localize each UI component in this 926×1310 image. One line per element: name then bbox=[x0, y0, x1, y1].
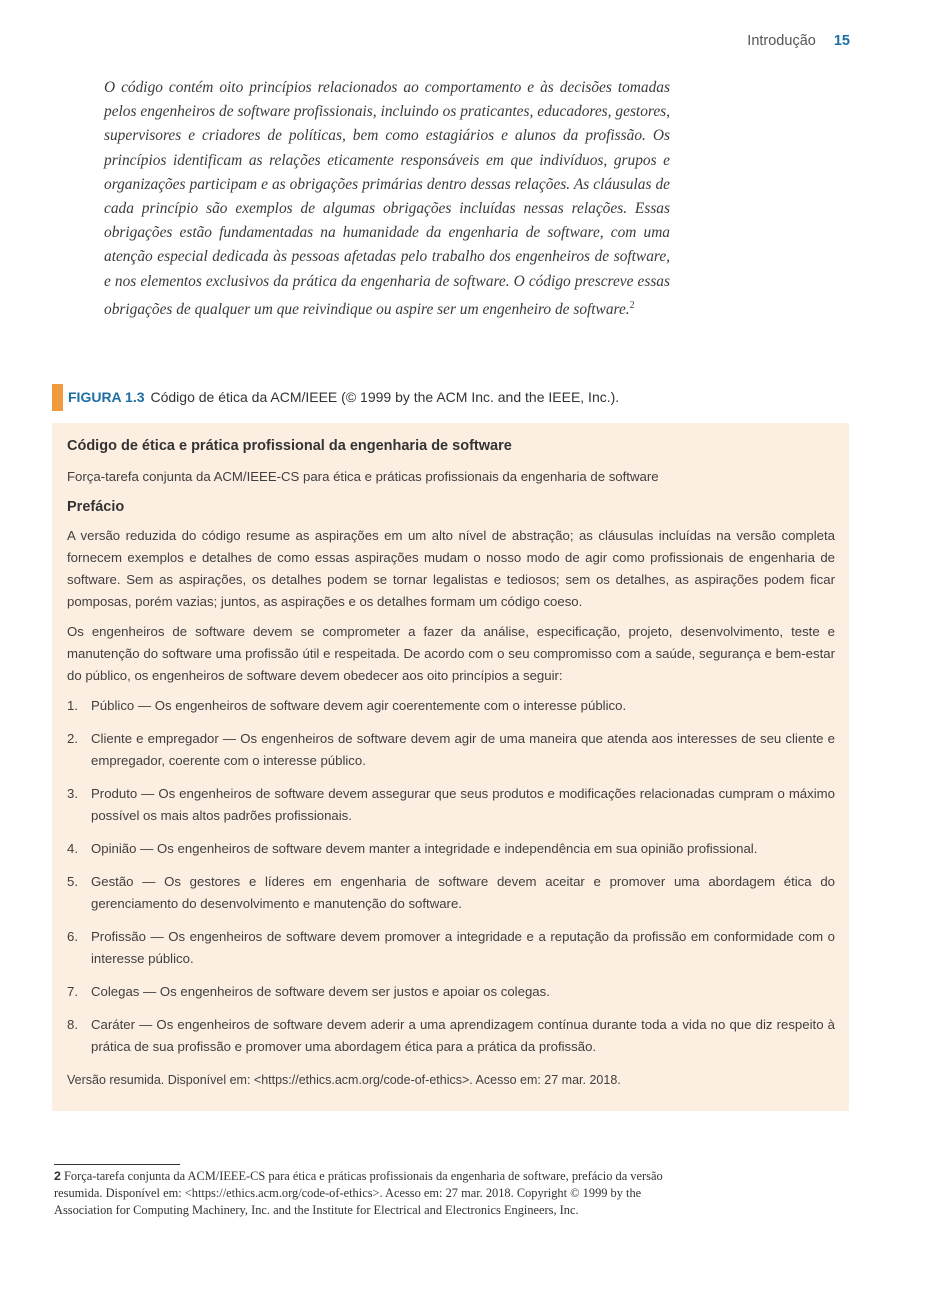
section-title: Introdução bbox=[747, 33, 816, 49]
list-item-number: 8. bbox=[67, 1017, 78, 1032]
list-item bbox=[67, 871, 835, 915]
preface-paragraph-1: A versão reduzida do código resume as aspirações em um alto nível de abstração; as cláusulas incluídas na versão completa fornecem exemplos e detalhes de como essas aspirações mudam o nosso modo de agir como profissionais de engenharia de software. Sem as aspirações, os detalhes podem se tornar legalistas e tediosos; sem os detalhes, as aspirações podem ficar pomposas, porém vazias; juntos, as aspirações e os detalhes formam um código coeso. bbox=[67, 528, 835, 609]
footnote bbox=[54, 1168, 674, 1219]
code-subtitle: Força-tarefa conjunta da ACM/IEEE-CS para ética e práticas profissionais da engenharia de software bbox=[67, 469, 659, 484]
list-item-text: Cliente e empregador — Os engenheiros de software devem agir de uma maneira que atenda aos interesses de seu cliente e empregador, coerente com o interesse público. bbox=[91, 731, 835, 768]
figure-caption bbox=[52, 384, 852, 411]
list-item-number: 2. bbox=[67, 731, 78, 746]
list-item-number: 7. bbox=[67, 984, 78, 999]
list-item-text: Produto — Os engenheiros de software devem assegurar que seus produtos e modificações relacionadas cumpram o máximo possível os mais altos padrões profissionais. bbox=[91, 786, 835, 823]
list-item bbox=[67, 695, 835, 717]
list-item bbox=[67, 1014, 835, 1058]
footnote-text: Força-tarefa conjunta da ACM/IEEE-CS para ética e práticas profissionais da engenharia de software, prefácio da versão resumida. Disponível em: <https://ethics.acm.org/code-of-ethics>. Acesso em: 27 mar. 2018. Copyright © 1999 by the Association for Computing Machinery, Inc. and the Institute for Electrical and Electronics Engineers, Inc. bbox=[54, 1169, 663, 1217]
list-item-number: 4. bbox=[67, 841, 78, 856]
list-item-number: 5. bbox=[67, 874, 78, 889]
caption-bar bbox=[52, 384, 63, 411]
list-item bbox=[67, 981, 835, 1003]
list-item bbox=[67, 783, 835, 827]
list-item-number: 1. bbox=[67, 698, 78, 713]
block-quote bbox=[104, 76, 670, 322]
page-number: 15 bbox=[833, 33, 850, 49]
list-item-text: Gestão — Os gestores e líderes em engenharia de software devem aceitar e promover uma abordagem ética do gerenciamento do desenvolvimento e manutenção do software. bbox=[91, 874, 835, 911]
figure-caption-text: Código de ética da ACM/IEEE (© 1999 by the ACM Inc. and the IEEE, Inc.). bbox=[150, 389, 620, 405]
running-header bbox=[747, 33, 850, 49]
list-item-text: Profissão — Os engenheiros de software devem promover a integridade e a reputação da profissão em conformidade com o interesse público. bbox=[91, 929, 835, 966]
figure-source: Versão resumida. Disponível em: <https://ethics.acm.org/code-of-ethics>. Acesso em: 27 mar. 2018. bbox=[67, 1073, 621, 1087]
figure-label: FIGURA 1.3 bbox=[68, 389, 145, 405]
footnote-number: 2 bbox=[54, 1169, 61, 1183]
block-quote-text: O código contém oito princípios relacionados ao comportamento e às decisões tomadas pelos engenheiros de software profissionais, incluindo os praticantes, educadores, gestores, supervisores e criadores de políticas, bem como estagiários e alunos da profissão. Os princípios identificam as relações eticamente responsáveis em que indivíduos, grupos e organizações participam e as obrigações primárias dentro dessas relações. As cláusulas de cada princípio são exemplos de algumas obrigações incluídas nessas relações. Essas obrigações estão fundamentadas na humanidade da engenharia de software, com uma atenção especial dedicada às pessoas afetadas pelo trabalho dos engenheiros de software, e nos elementos exclusivos da prática da engenharia de software. O código prescreve essas obrigações de qualquer um que reivindique ou aspire ser um engenheiro de software. bbox=[104, 79, 670, 318]
list-item bbox=[67, 838, 835, 860]
preface-paragraph-2: Os engenheiros de software devem se comprometer a fazer da análise, especificação, projeto, desenvolvimento, teste e manutenção do software uma profissão útil e respeitada. De acordo com o seu compromisso com a saúde, segurança e bem-estar do público, os engenheiros de software devem obedecer aos oito princípios a seguir: bbox=[67, 624, 835, 683]
code-title: Código de ética e prática profissional da engenharia de software bbox=[67, 438, 512, 454]
figure-box bbox=[52, 423, 849, 1111]
principles-list bbox=[67, 695, 835, 1058]
list-item-text: Público — Os engenheiros de software devem agir coerentemente com o interesse público. bbox=[91, 698, 627, 713]
list-item-text: Caráter — Os engenheiros de software devem aderir a uma aprendizagem contínua durante toda a vida no que diz respeito à prática de sua profissão e promover uma abordagem ética para a prática da profissão. bbox=[91, 1017, 835, 1054]
footnote-reference: 2 bbox=[629, 299, 635, 311]
list-item-text: Opinião — Os engenheiros de software devem manter a integridade e independência em sua opinião profissional. bbox=[91, 841, 758, 856]
footnote-divider bbox=[54, 1164, 180, 1165]
preface-heading: Prefácio bbox=[67, 499, 125, 515]
list-item-text: Colegas — Os engenheiros de software devem ser justos e apoiar os colegas. bbox=[91, 984, 550, 999]
list-item bbox=[67, 926, 835, 970]
list-item-number: 6. bbox=[67, 929, 78, 944]
list-item-number: 3. bbox=[67, 786, 78, 801]
list-item bbox=[67, 728, 835, 772]
